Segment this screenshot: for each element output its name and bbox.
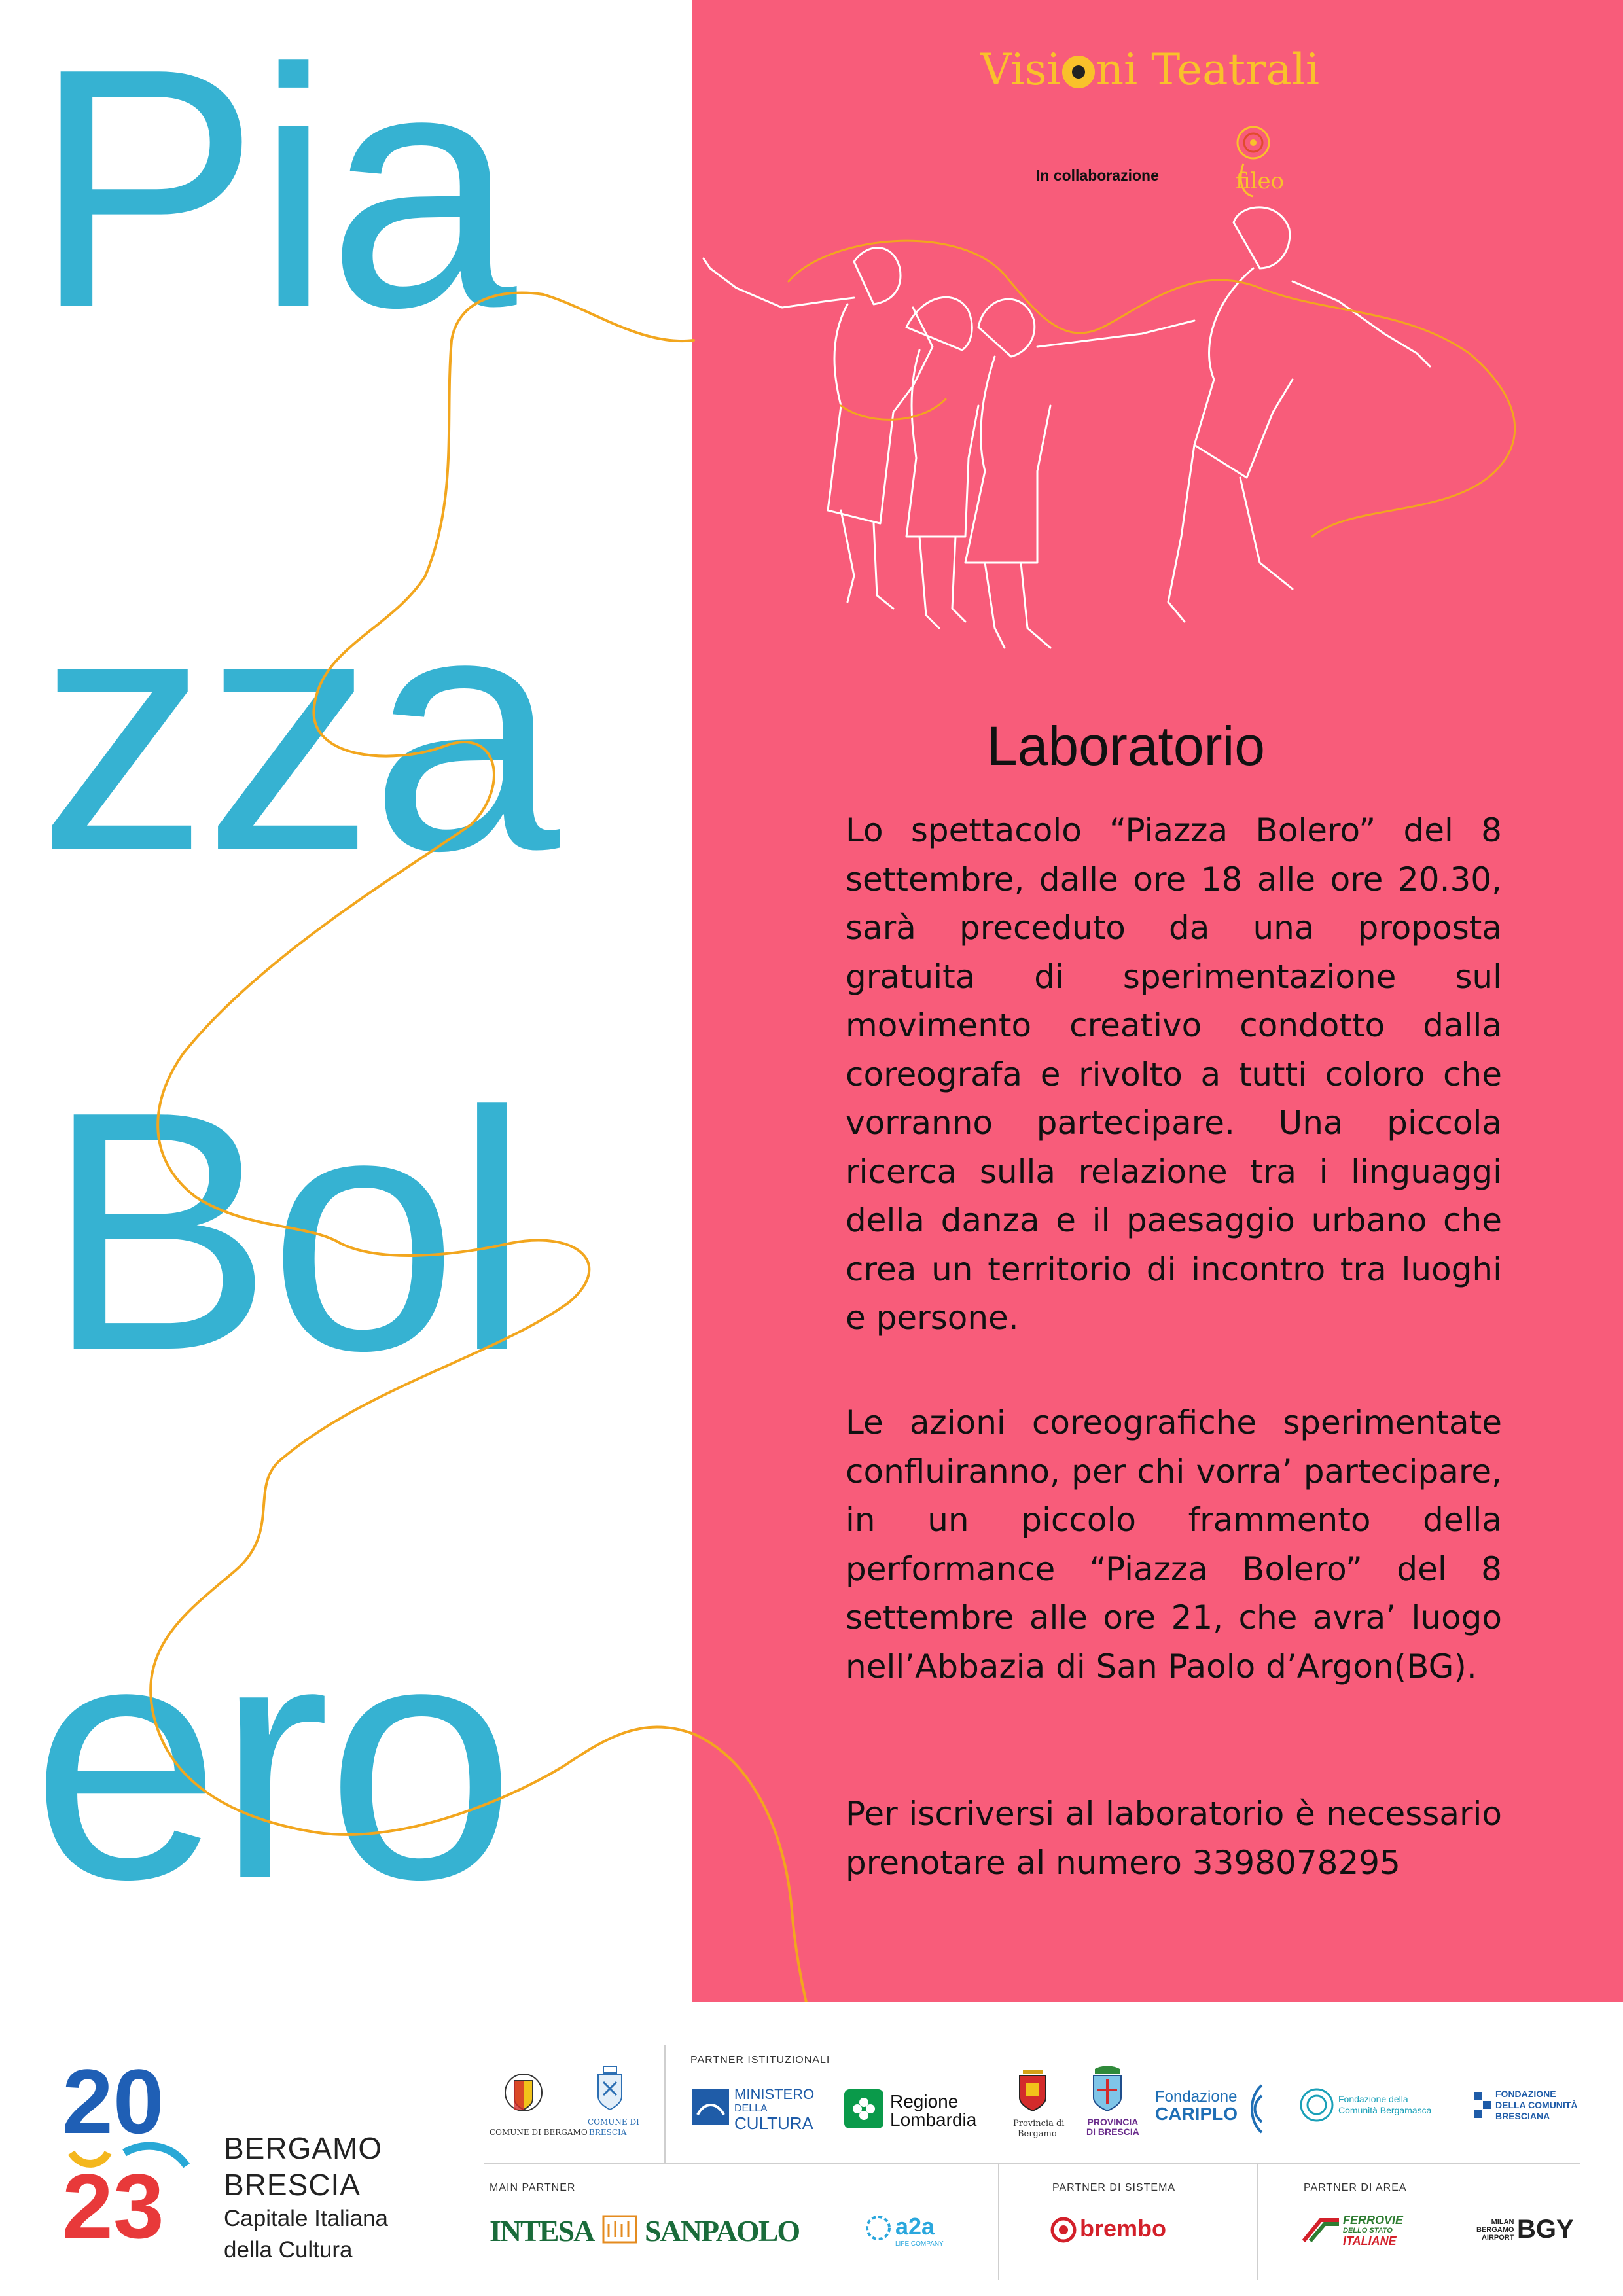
divider bbox=[998, 2163, 999, 2280]
fcbs-text-1: FONDAZIONE bbox=[1495, 2089, 1556, 2099]
year-bottom: 23 bbox=[62, 2155, 164, 2257]
paragraph-2: Le azioni coreografiche sperimentate confluiranno, per chi vorra’ partecipare, in un piccolo frammento della performance “Piazza Bolero” del 8 settembre alle ore 21, che avra’ luogo nell’Abbazia di San Paolo d’Argon(BG). bbox=[846, 1404, 1502, 1686]
section-heading: Laboratorio bbox=[987, 715, 1265, 777]
institutional-partners-label: PARTNER ISTITUZIONALI bbox=[690, 2055, 830, 2066]
fondazione-bresciana-icon bbox=[1472, 2091, 1492, 2119]
ferrovie-text bbox=[1343, 2215, 1403, 2246]
ferrovie-text-1: FERROVIE bbox=[1343, 2214, 1404, 2227]
bergamo-caption: COMUNE DI BERGAMO bbox=[490, 2128, 588, 2137]
title-line-3: Bol bbox=[46, 1041, 526, 1421]
collaboration-label: In collaborazione bbox=[1036, 167, 1159, 184]
bgy-text: BGY bbox=[1517, 2215, 1574, 2244]
paragraph-3: Per iscriversi al laboratorio è necessario prenotare al numero 3398078295 bbox=[846, 1795, 1502, 1882]
system-partner-label: PARTNER DI SISTEMA bbox=[1052, 2182, 1176, 2193]
intesa-sanpaolo-mark-icon bbox=[602, 2215, 637, 2244]
prov-brescia-text-1: PROVINCIA bbox=[1087, 2117, 1139, 2127]
prov-brescia-text bbox=[1086, 2117, 1139, 2137]
cariplo-text bbox=[1155, 2089, 1238, 2123]
fcb-text-1: Fondazione della bbox=[1338, 2094, 1408, 2104]
airport-text-1: MILAN bbox=[1491, 2218, 1514, 2226]
visioni-teatrali-logo bbox=[980, 44, 1319, 95]
a2a-mark-icon bbox=[865, 2215, 891, 2241]
mic-logo-icon bbox=[692, 2089, 729, 2125]
ferrovie-mark-icon bbox=[1301, 2215, 1340, 2246]
fcbs-text-3: BRESCIANA bbox=[1495, 2111, 1550, 2121]
airport-text-3: AIRPORT bbox=[1481, 2234, 1514, 2242]
prov-bergamo-caption-1: Provincia di bbox=[1013, 2119, 1065, 2128]
mic-text-3: CULTURA bbox=[734, 2113, 813, 2133]
fcb-text-2: Comunità Bergamasca bbox=[1338, 2105, 1432, 2115]
paragraph-1: Lo spettacolo “Piazza Bolero” del 8 settembre, dalle ore 18 alle ore 20.30, sarà preceduto da una proposta gratuita di sperimentazione sul movimento creativo condotto dalla coreografa e rivolto a tutti coloro che vorranno partecipare. Una piccola ricerca sulla relazione tra i linguaggi della danza e il paesaggio urbano che crea un territorio di incontro tra luoghi e persone. bbox=[846, 811, 1502, 1337]
year-top: 20 bbox=[62, 2061, 164, 2153]
title-line-1: Pia bbox=[33, 0, 513, 378]
capitale-text bbox=[224, 2130, 388, 2266]
regione-lombardia-text bbox=[890, 2093, 976, 2129]
brand-text-part1: Visi bbox=[980, 44, 1061, 95]
capitale-cultura-2023-logo bbox=[62, 2061, 203, 2257]
cariplo-text-1: Fondazione bbox=[1155, 2088, 1238, 2106]
brembo-text: brembo bbox=[1080, 2215, 1167, 2242]
regione-text-1: Regione bbox=[890, 2091, 959, 2111]
ferrovie-text-2: DELLO STATO bbox=[1343, 2227, 1393, 2234]
ferrovie-text-3: ITALIANE bbox=[1343, 2234, 1397, 2248]
regione-text-2: Lombardia bbox=[890, 2110, 977, 2130]
sanpaolo-text: SANPAOLO bbox=[645, 2214, 800, 2248]
intesa-text: INTESA bbox=[490, 2214, 594, 2248]
mic-logo-text bbox=[734, 2086, 815, 2133]
airport-text-2: BERGAMO bbox=[1476, 2226, 1514, 2234]
cariplo-mark-icon bbox=[1243, 2083, 1266, 2135]
mic-text-2: DELLA bbox=[734, 2103, 768, 2114]
capital-line-4: della Cultura bbox=[224, 2237, 353, 2263]
prov-brescia-text-2: DI BRESCIA bbox=[1086, 2127, 1139, 2137]
brescia-caption-2: BRESCIA bbox=[589, 2128, 627, 2137]
dancers-illustration bbox=[697, 196, 1587, 667]
brand-text-part2: ni Teatrali bbox=[1096, 44, 1320, 95]
regione-lombardia-icon bbox=[844, 2089, 883, 2128]
divider bbox=[1257, 2163, 1258, 2280]
bergamo-crest-icon bbox=[503, 2066, 544, 2121]
capital-line-3: Capitale Italiana bbox=[224, 2206, 388, 2231]
fondazione-bergamasca-text bbox=[1338, 2094, 1431, 2116]
brembo-mark-icon bbox=[1050, 2217, 1077, 2243]
airport-text bbox=[1476, 2218, 1514, 2242]
fondazione-bergamasca-icon bbox=[1299, 2087, 1334, 2123]
brescia-caption-1: COMUNE DI bbox=[588, 2117, 639, 2127]
title-line-2: zza bbox=[38, 541, 556, 921]
cariplo-text-2: CARIPLO bbox=[1155, 2104, 1238, 2124]
capital-line-1: BERGAMO bbox=[224, 2131, 383, 2165]
capital-line-2: BRESCIA bbox=[224, 2168, 361, 2202]
area-partner-label: PARTNER DI AREA bbox=[1304, 2182, 1407, 2193]
mic-text-1: MINISTERO bbox=[734, 2086, 815, 2102]
provincia-bergamo-crest-icon bbox=[1016, 2068, 1049, 2115]
a2a-text: a2a bbox=[895, 2213, 935, 2240]
divider bbox=[664, 2045, 666, 2163]
fondazione-bresciana-text bbox=[1495, 2089, 1577, 2122]
divider bbox=[484, 2163, 1580, 2164]
title-line-4: ero bbox=[31, 1570, 512, 1950]
eye-icon bbox=[1062, 56, 1095, 88]
prov-bergamo-caption-2: Bergamo bbox=[1018, 2129, 1057, 2139]
a2a-subtext: LIFE COMPANY bbox=[895, 2240, 944, 2248]
fcbs-text-2: DELLA COMUNITÀ bbox=[1495, 2100, 1578, 2110]
provincia-brescia-crest-icon bbox=[1090, 2066, 1125, 2113]
main-partner-label: MAIN PARTNER bbox=[490, 2182, 576, 2193]
fileo-logo-text: fileo bbox=[1236, 168, 1285, 194]
brescia-crest-icon bbox=[589, 2062, 631, 2117]
